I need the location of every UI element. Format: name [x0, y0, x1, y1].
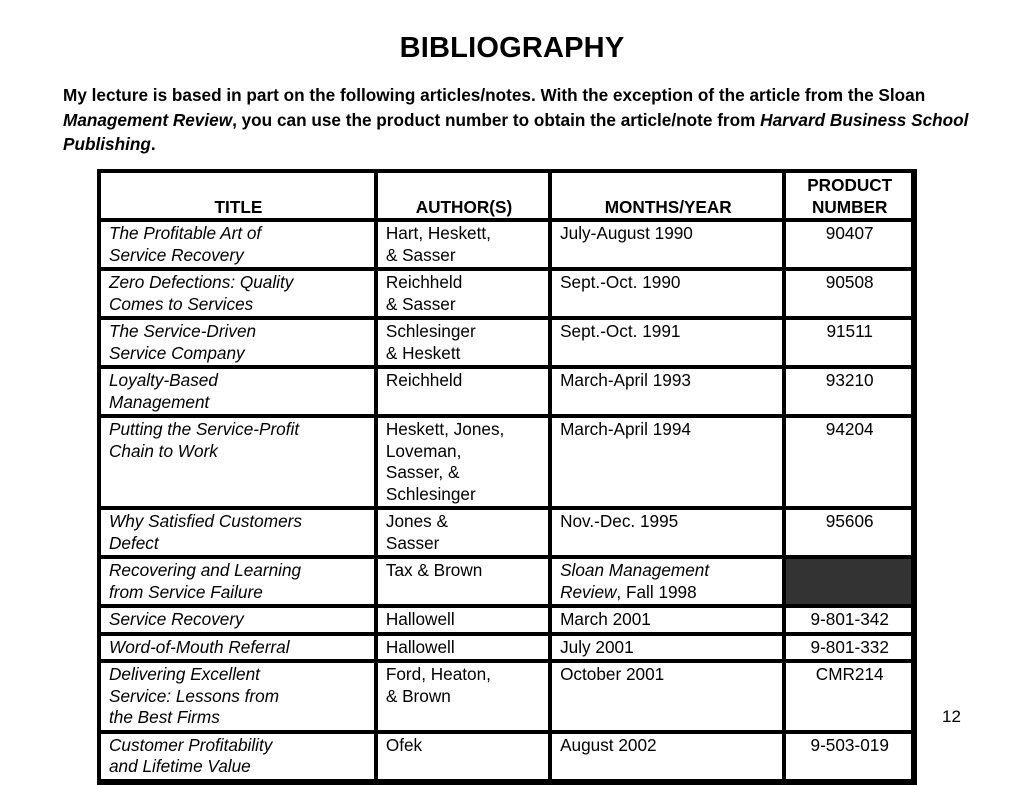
- author-line: Ford, Heaton,: [385, 664, 491, 684]
- title-line: Word-of-Mouth Referral: [109, 636, 290, 657]
- intro-italic-2: Harvard Business School Publishing: [63, 109, 969, 154]
- author-line: Schlesinger: [385, 483, 476, 504]
- title-line: Comes to Services: [109, 293, 254, 314]
- title-line: Service Company: [109, 342, 245, 363]
- title-line: Zero Defections: Quality: [109, 272, 294, 292]
- cell-author: [377, 319, 551, 368]
- title-line: Why Satisfied Customers: [109, 511, 302, 531]
- cell-author: [377, 635, 551, 663]
- author-line: Tax & Brown: [385, 560, 483, 580]
- cell-months-year: Sept.-Oct. 1990: [551, 270, 785, 319]
- title-line: Chain to Work: [109, 440, 218, 461]
- cell-product-number: 93210: [785, 368, 914, 417]
- cell-product-number: 94204: [785, 417, 914, 509]
- cell-months-year: March-April 1994: [551, 417, 785, 509]
- cell-title: [100, 607, 377, 635]
- cell-product-number: [785, 558, 914, 607]
- title-line: Putting the Service-Profit: [109, 419, 300, 439]
- table-row: [100, 221, 914, 270]
- title-line: The Profitable Art of: [109, 223, 262, 243]
- header-title: TITLE: [100, 172, 377, 221]
- cell-product-number: 9-503-019: [785, 733, 914, 782]
- title-line: Loyalty-Based: [109, 370, 218, 390]
- author-line: Ofek: [385, 734, 423, 755]
- cell-months-year: October 2001: [551, 662, 785, 733]
- header-product-line1: PRODUCT: [807, 175, 893, 195]
- intro-text-1: My lecture is based in part on the following articles/notes. With the exception of the article from the Sloan: [63, 85, 926, 105]
- table-row: [100, 270, 914, 319]
- author-line: Hallowell: [385, 609, 455, 629]
- intro-italic-1: Management Review: [63, 109, 233, 130]
- title-line: Service Recovery: [109, 609, 244, 629]
- cell-product-number: 9-801-342: [785, 607, 914, 635]
- table-row: [100, 733, 914, 782]
- cell-author: [377, 417, 551, 509]
- header-product-line2: NUMBER: [811, 196, 888, 217]
- page-title: BIBLIOGRAPHY: [399, 32, 625, 64]
- cell-months-year: March-April 1993: [551, 368, 785, 417]
- author-line: Hart, Heskett,: [385, 223, 491, 243]
- title-line: Service: Lessons from: [109, 685, 280, 706]
- table-row: [100, 607, 914, 635]
- author-line: Loveman,: [385, 440, 462, 461]
- intro-paragraph: [63, 83, 983, 157]
- title-line: Service Recovery: [109, 244, 244, 265]
- table-row: [100, 319, 914, 368]
- cell-author: [377, 558, 551, 607]
- title-line: Customer Profitability: [109, 734, 273, 755]
- cell-months-year: August 2002: [551, 733, 785, 782]
- bibliography-table: [97, 169, 917, 785]
- cell-title: [100, 635, 377, 663]
- cell-product-number: 9-801-332: [785, 635, 914, 663]
- table-row: [100, 417, 914, 509]
- table-body: [100, 221, 914, 782]
- intro-text-2: , you can use the product number to obtain the article/note from: [232, 109, 761, 130]
- author-line: & Brown: [385, 685, 451, 706]
- author-line: Jones &: [385, 511, 448, 531]
- cell-author: [377, 607, 551, 635]
- title-line: Defect: [109, 532, 159, 553]
- cell-title: [100, 662, 377, 733]
- cell-author: [377, 509, 551, 558]
- table-row: [100, 558, 914, 607]
- months-italic: Sloan Management: [560, 560, 710, 580]
- cell-product-number: 90407: [785, 221, 914, 270]
- author-line: Reichheld: [385, 272, 463, 292]
- author-line: & Sasser: [385, 244, 456, 265]
- header-months-year: MONTHS/YEAR: [551, 172, 785, 221]
- cell-author: [377, 270, 551, 319]
- cell-months-year: [551, 558, 785, 607]
- author-line: Sasser, &: [385, 462, 460, 482]
- cell-title: [100, 733, 377, 782]
- cell-title: [100, 368, 377, 417]
- title-line: and Lifetime Value: [109, 756, 251, 776]
- header-author: AUTHOR(S): [377, 172, 551, 221]
- months-rest: , Fall 1998: [616, 581, 697, 602]
- cell-title: [100, 558, 377, 607]
- table-row: [100, 509, 914, 558]
- cell-title: [100, 319, 377, 368]
- cell-author: [377, 221, 551, 270]
- cell-product-number: 91511: [785, 319, 914, 368]
- cell-months-year: March 2001: [551, 607, 785, 635]
- intro-text-3: .: [150, 134, 156, 154]
- author-line: Sasser: [385, 532, 440, 553]
- months-italic-2: Review: [560, 581, 617, 602]
- author-line: & Sasser: [385, 293, 456, 314]
- table-row: [100, 368, 914, 417]
- title-line: the Best Firms: [109, 707, 220, 727]
- author-line: Hallowell: [385, 636, 455, 657]
- author-line: & Heskett: [385, 342, 461, 363]
- cell-author: [377, 662, 551, 733]
- cell-product-number: 90508: [785, 270, 914, 319]
- table-row: [100, 635, 914, 663]
- title-line: Delivering Excellent: [109, 664, 260, 684]
- table-header-row: [100, 172, 914, 221]
- cell-author: [377, 368, 551, 417]
- cell-months-year: July-August 1990: [551, 221, 785, 270]
- author-line: Reichheld: [385, 370, 463, 390]
- title-line: from Service Failure: [109, 581, 263, 602]
- cell-months-year: Sept.-Oct. 1991: [551, 319, 785, 368]
- page-number: 12: [942, 707, 961, 726]
- cell-author: [377, 733, 551, 782]
- cell-title: [100, 270, 377, 319]
- header-product-number: [785, 172, 914, 221]
- title-line: Recovering and Learning: [109, 560, 302, 580]
- title-line: Management: [109, 391, 210, 412]
- author-line: Schlesinger: [385, 321, 476, 341]
- cell-months-year: July 2001: [551, 635, 785, 663]
- cell-product-number: 95606: [785, 509, 914, 558]
- cell-months-year: Nov.-Dec. 1995: [551, 509, 785, 558]
- cell-title: [100, 417, 377, 509]
- cell-title: [100, 509, 377, 558]
- author-line: Heskett, Jones,: [385, 419, 505, 439]
- title-line: The Service-Driven: [109, 321, 257, 341]
- table-row: [100, 662, 914, 733]
- cell-title: [100, 221, 377, 270]
- cell-product-number: CMR214: [785, 662, 914, 733]
